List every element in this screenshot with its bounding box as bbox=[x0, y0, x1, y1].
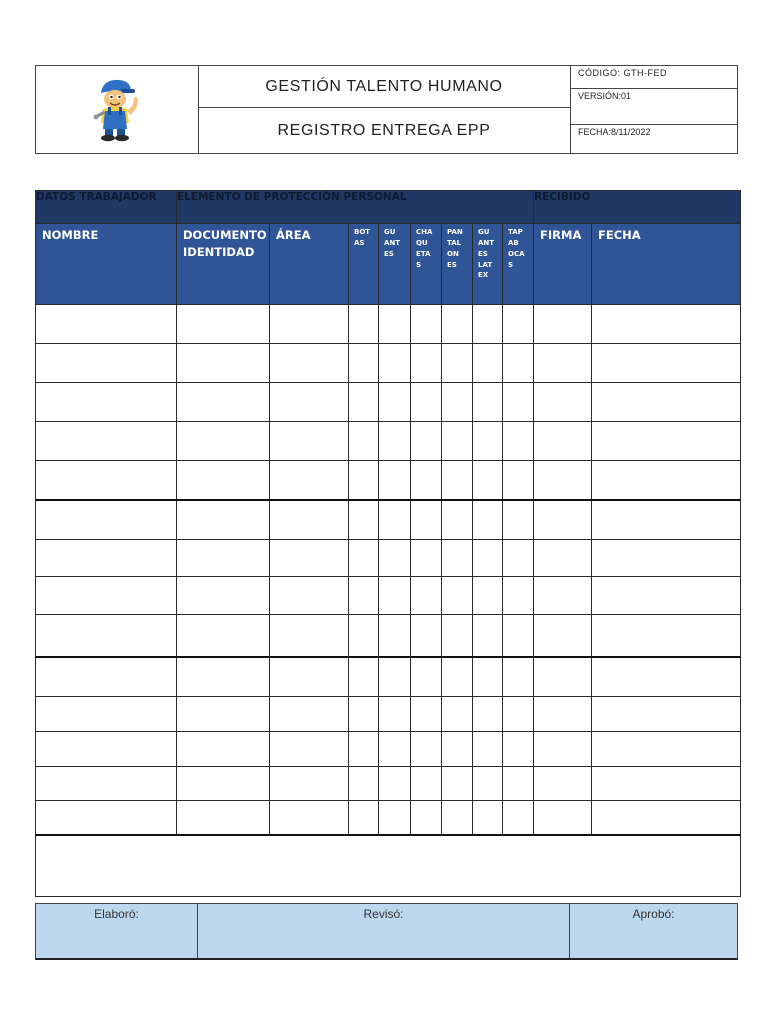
table-row bbox=[36, 577, 741, 615]
table-row bbox=[36, 461, 741, 501]
col-guantes-part: ES bbox=[384, 249, 394, 258]
table-cell[interactable] bbox=[442, 305, 473, 344]
col-chaquetas bbox=[411, 224, 442, 305]
table-cell[interactable] bbox=[442, 500, 473, 540]
table-cell[interactable] bbox=[473, 732, 503, 767]
table-cell[interactable] bbox=[411, 461, 442, 501]
table-cell[interactable] bbox=[534, 383, 592, 422]
table-cell[interactable] bbox=[379, 767, 411, 801]
table-cell[interactable] bbox=[349, 500, 379, 540]
table-cell[interactable] bbox=[442, 383, 473, 422]
table-cell[interactable] bbox=[36, 577, 177, 615]
table-cell[interactable] bbox=[534, 732, 592, 767]
observations-row bbox=[36, 835, 741, 897]
table-cell[interactable] bbox=[473, 461, 503, 501]
table-cell[interactable] bbox=[379, 383, 411, 422]
table-cell[interactable] bbox=[534, 657, 592, 697]
table-cell[interactable] bbox=[270, 697, 349, 732]
section-recibido: RECIBIDO bbox=[534, 191, 741, 224]
col-guantes-part: ANT bbox=[384, 238, 401, 247]
elaboro-cell[interactable]: Elaboró: bbox=[36, 904, 198, 958]
table-cell[interactable] bbox=[534, 767, 592, 801]
table-cell[interactable] bbox=[349, 577, 379, 615]
table-cell[interactable] bbox=[503, 422, 534, 461]
col-tapabocas-part: AB bbox=[508, 238, 519, 247]
table-row bbox=[36, 540, 741, 577]
col-tapabocas-part: S bbox=[508, 260, 514, 269]
table-cell[interactable] bbox=[592, 461, 741, 501]
table-cell[interactable] bbox=[349, 732, 379, 767]
document-meta bbox=[571, 66, 737, 153]
col-documento-identidad bbox=[177, 224, 270, 305]
col-tapabocas bbox=[503, 224, 534, 305]
table-cell[interactable] bbox=[36, 305, 177, 344]
col-tapabocas-part: TAP bbox=[508, 228, 523, 236]
table-cell[interactable] bbox=[379, 732, 411, 767]
table-cell[interactable] bbox=[36, 801, 177, 836]
table-cell[interactable] bbox=[592, 577, 741, 615]
table-row bbox=[36, 615, 741, 658]
table-cell[interactable] bbox=[592, 500, 741, 540]
document-subtitle: REGISTRO ENTREGA EPP bbox=[277, 121, 491, 139]
table-cell[interactable] bbox=[411, 697, 442, 732]
table-cell[interactable] bbox=[503, 657, 534, 697]
col-botas bbox=[349, 224, 379, 305]
table-cell[interactable] bbox=[592, 422, 741, 461]
table-cell[interactable] bbox=[36, 732, 177, 767]
aprobo-cell[interactable]: Aprobó: bbox=[632, 907, 675, 921]
table-cell[interactable] bbox=[177, 344, 270, 383]
col-chaquetas-part: CHA bbox=[416, 228, 433, 236]
table-cell[interactable] bbox=[592, 801, 741, 836]
register-rows bbox=[36, 305, 741, 836]
table-cell[interactable] bbox=[534, 577, 592, 615]
table-row bbox=[36, 500, 741, 540]
table-cell[interactable] bbox=[592, 657, 741, 697]
table-cell[interactable] bbox=[270, 461, 349, 501]
fecha-label: FECHA:8/11/2022 bbox=[578, 127, 651, 137]
col-fecha: FECHA bbox=[592, 224, 741, 305]
col-guantes-part: GU bbox=[384, 228, 396, 236]
table-cell[interactable] bbox=[411, 801, 442, 836]
col-area: ÁREA bbox=[270, 224, 349, 305]
table-cell[interactable] bbox=[473, 615, 503, 658]
table-cell[interactable] bbox=[534, 422, 592, 461]
table-cell[interactable] bbox=[534, 697, 592, 732]
table-cell[interactable] bbox=[379, 697, 411, 732]
table-cell[interactable] bbox=[473, 577, 503, 615]
table-cell[interactable] bbox=[534, 305, 592, 344]
table-cell[interactable] bbox=[503, 305, 534, 344]
table-cell[interactable] bbox=[473, 801, 503, 836]
table-cell[interactable] bbox=[349, 344, 379, 383]
table-cell[interactable] bbox=[411, 305, 442, 344]
table-cell[interactable] bbox=[411, 657, 442, 697]
table-cell[interactable] bbox=[503, 461, 534, 501]
table-cell[interactable] bbox=[270, 801, 349, 836]
table-cell[interactable] bbox=[411, 732, 442, 767]
section-datos-trabajador: DATOS TRABAJADOR bbox=[36, 191, 177, 224]
table-cell[interactable] bbox=[36, 500, 177, 540]
table-cell[interactable] bbox=[534, 615, 592, 658]
table-row bbox=[36, 697, 741, 732]
col-pantalones-part: PAN bbox=[447, 228, 463, 236]
table-cell[interactable] bbox=[177, 305, 270, 344]
table-cell[interactable] bbox=[270, 732, 349, 767]
col-guantes bbox=[379, 224, 411, 305]
table-cell[interactable] bbox=[503, 540, 534, 577]
table-cell[interactable] bbox=[503, 344, 534, 383]
table-cell[interactable] bbox=[534, 500, 592, 540]
table-cell[interactable] bbox=[442, 732, 473, 767]
table-cell[interactable] bbox=[411, 422, 442, 461]
col-pantalones-part: TAL bbox=[447, 238, 462, 247]
table-cell[interactable] bbox=[36, 461, 177, 501]
table-cell[interactable] bbox=[379, 344, 411, 383]
table-row bbox=[36, 344, 741, 383]
col-chaquetas-part: QU bbox=[416, 238, 428, 247]
table-cell[interactable] bbox=[177, 461, 270, 501]
table-cell[interactable] bbox=[442, 767, 473, 801]
table-cell[interactable] bbox=[592, 344, 741, 383]
table-cell[interactable] bbox=[503, 615, 534, 658]
table-cell[interactable] bbox=[411, 767, 442, 801]
table-cell[interactable] bbox=[177, 615, 270, 658]
col-pantalones bbox=[442, 224, 473, 305]
table-cell[interactable] bbox=[411, 344, 442, 383]
observations-cell[interactable] bbox=[36, 835, 741, 897]
section-elemento-proteccion: ELEMENTO DE PROTECCIÓN PERSONAL bbox=[177, 191, 534, 224]
table-cell[interactable] bbox=[177, 577, 270, 615]
table-cell[interactable] bbox=[177, 697, 270, 732]
table-cell[interactable] bbox=[270, 577, 349, 615]
table-cell[interactable] bbox=[592, 615, 741, 658]
col-chaquetas-part: S bbox=[416, 260, 422, 269]
table-cell[interactable] bbox=[270, 305, 349, 344]
table-cell[interactable] bbox=[592, 383, 741, 422]
table-cell[interactable] bbox=[349, 801, 379, 836]
table-cell[interactable] bbox=[442, 697, 473, 732]
table-cell[interactable] bbox=[177, 383, 270, 422]
logo-cell bbox=[36, 66, 199, 153]
table-cell[interactable] bbox=[379, 461, 411, 501]
col-botas-part: AS bbox=[354, 238, 365, 247]
document-title: GESTIÓN TALENTO HUMANO bbox=[198, 66, 570, 108]
table-cell[interactable] bbox=[36, 767, 177, 801]
table-cell[interactable] bbox=[442, 344, 473, 383]
table-cell[interactable] bbox=[473, 540, 503, 577]
table-cell[interactable] bbox=[349, 540, 379, 577]
table-cell[interactable] bbox=[442, 577, 473, 615]
table-cell[interactable] bbox=[349, 657, 379, 697]
table-cell[interactable] bbox=[411, 500, 442, 540]
table-cell[interactable] bbox=[442, 801, 473, 836]
table-cell[interactable] bbox=[534, 801, 592, 836]
table-cell[interactable] bbox=[379, 615, 411, 658]
codigo-label: CÓDIGO: GTH-FED bbox=[571, 66, 737, 89]
table-cell[interactable] bbox=[411, 577, 442, 615]
table-cell[interactable] bbox=[36, 422, 177, 461]
table-cell[interactable] bbox=[442, 540, 473, 577]
table-cell[interactable] bbox=[349, 305, 379, 344]
table-cell[interactable] bbox=[270, 500, 349, 540]
table-cell[interactable] bbox=[503, 577, 534, 615]
table-cell[interactable] bbox=[442, 657, 473, 697]
table-cell[interactable] bbox=[36, 615, 177, 658]
col-tapabocas-part: OCA bbox=[508, 249, 525, 258]
col-nombre: NOMBRE bbox=[36, 224, 177, 305]
table-cell[interactable] bbox=[36, 344, 177, 383]
table-cell[interactable] bbox=[177, 657, 270, 697]
table-cell[interactable] bbox=[473, 697, 503, 732]
table-cell[interactable] bbox=[473, 344, 503, 383]
table-cell[interactable] bbox=[442, 422, 473, 461]
table-cell[interactable] bbox=[503, 500, 534, 540]
table-cell[interactable] bbox=[349, 615, 379, 658]
table-cell[interactable] bbox=[473, 767, 503, 801]
table-cell[interactable] bbox=[349, 767, 379, 801]
reviso-cell[interactable]: Revisó: bbox=[198, 904, 570, 958]
col-guantes-latex-part: LAT bbox=[478, 260, 493, 269]
table-cell[interactable] bbox=[534, 344, 592, 383]
table-row bbox=[36, 767, 741, 801]
table-cell[interactable] bbox=[349, 461, 379, 501]
table-cell[interactable] bbox=[534, 461, 592, 501]
epp-register-table bbox=[35, 190, 741, 897]
table-cell[interactable] bbox=[534, 540, 592, 577]
col-guantes-latex bbox=[473, 224, 503, 305]
header-title-block bbox=[198, 66, 571, 153]
table-row bbox=[36, 732, 741, 767]
table-cell[interactable] bbox=[503, 697, 534, 732]
table-cell[interactable] bbox=[177, 767, 270, 801]
worker-mascot-icon bbox=[93, 77, 141, 143]
table-cell[interactable] bbox=[177, 732, 270, 767]
table-cell[interactable] bbox=[177, 422, 270, 461]
table-cell[interactable] bbox=[270, 767, 349, 801]
col-botas-part: BOT bbox=[354, 228, 371, 236]
table-cell[interactable] bbox=[503, 732, 534, 767]
table-cell[interactable] bbox=[349, 697, 379, 732]
col-guantes-latex-part: ES bbox=[478, 249, 488, 258]
col-pantalones-part: ES bbox=[447, 260, 457, 269]
table-cell[interactable] bbox=[177, 540, 270, 577]
table-cell[interactable] bbox=[36, 383, 177, 422]
table-cell[interactable] bbox=[411, 383, 442, 422]
table-cell[interactable] bbox=[379, 801, 411, 836]
table-cell[interactable] bbox=[442, 461, 473, 501]
table-cell[interactable] bbox=[270, 383, 349, 422]
col-guantes-latex-part: EX bbox=[478, 271, 489, 280]
table-cell[interactable] bbox=[270, 344, 349, 383]
table-cell[interactable] bbox=[36, 540, 177, 577]
table-cell[interactable] bbox=[177, 500, 270, 540]
table-row bbox=[36, 657, 741, 697]
table-cell[interactable] bbox=[379, 500, 411, 540]
table-row bbox=[36, 305, 741, 344]
table-cell[interactable] bbox=[270, 422, 349, 461]
table-cell[interactable] bbox=[592, 767, 741, 801]
table-cell[interactable] bbox=[473, 422, 503, 461]
col-chaquetas-part: ETA bbox=[416, 249, 431, 258]
table-cell[interactable] bbox=[270, 540, 349, 577]
table-cell[interactable] bbox=[592, 305, 741, 344]
table-cell[interactable] bbox=[349, 422, 379, 461]
section-header-row bbox=[36, 191, 741, 224]
col-pantalones-part: ON bbox=[447, 249, 459, 258]
table-cell[interactable] bbox=[592, 697, 741, 732]
table-cell[interactable] bbox=[411, 615, 442, 658]
table-row bbox=[36, 422, 741, 461]
table-cell[interactable] bbox=[379, 305, 411, 344]
document-header bbox=[35, 65, 738, 154]
table-cell[interactable] bbox=[473, 500, 503, 540]
table-cell[interactable] bbox=[270, 657, 349, 697]
table-cell[interactable] bbox=[503, 767, 534, 801]
table-cell[interactable] bbox=[177, 801, 270, 836]
col-guantes-latex-part: GU bbox=[478, 228, 490, 236]
table-cell[interactable] bbox=[473, 383, 503, 422]
table-cell[interactable] bbox=[379, 577, 411, 615]
table-row bbox=[36, 801, 741, 836]
table-cell[interactable] bbox=[36, 657, 177, 697]
approval-footer bbox=[35, 903, 738, 960]
table-cell[interactable] bbox=[411, 540, 442, 577]
table-cell[interactable] bbox=[36, 697, 177, 732]
table-cell[interactable] bbox=[270, 615, 349, 658]
table-cell[interactable] bbox=[503, 383, 534, 422]
table-cell[interactable] bbox=[379, 657, 411, 697]
table-cell[interactable] bbox=[442, 615, 473, 658]
table-cell[interactable] bbox=[503, 801, 534, 836]
table-cell[interactable] bbox=[349, 383, 379, 422]
col-documento-line1: DOCUMENTO bbox=[183, 228, 267, 242]
col-firma: FIRMA bbox=[534, 224, 592, 305]
table-cell[interactable] bbox=[473, 657, 503, 697]
col-documento-line2: IDENTIDAD bbox=[183, 245, 255, 260]
col-guantes-latex-part: ANT bbox=[478, 238, 495, 247]
table-cell[interactable] bbox=[473, 305, 503, 344]
table-cell[interactable] bbox=[379, 540, 411, 577]
table-row bbox=[36, 383, 741, 422]
column-header-row bbox=[36, 224, 741, 305]
table-cell[interactable] bbox=[592, 540, 741, 577]
table-cell[interactable] bbox=[379, 422, 411, 461]
table-cell[interactable] bbox=[592, 732, 741, 767]
version-label: VERSIÓN:01 bbox=[571, 89, 737, 125]
